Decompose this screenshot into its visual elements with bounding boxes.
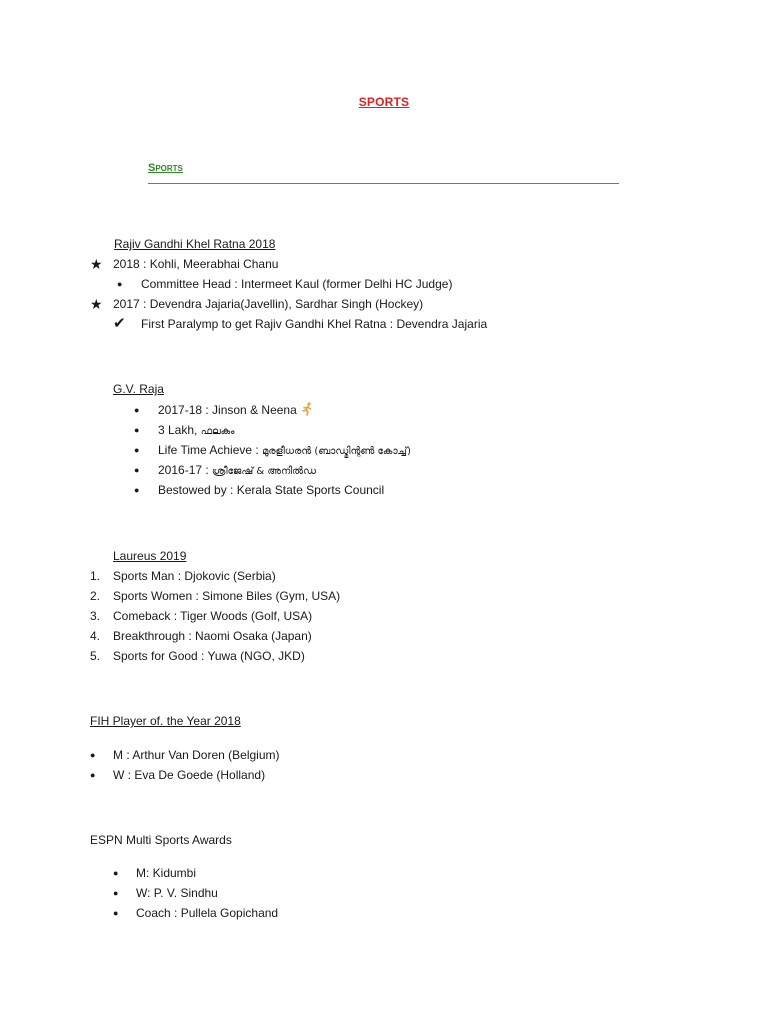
list-item [158, 462, 316, 480]
list-item: Sports Women : Simone Biles (Gym, USA) [113, 589, 341, 603]
list-item-text: Life Time Achieve : [158, 443, 263, 457]
laureus-heading [90, 548, 186, 564]
bullet-icon: ● [90, 770, 96, 780]
runner-icon [301, 402, 313, 416]
list-item-text: 2017-18 : Jinson & Neena [158, 403, 297, 417]
list-item: Breakthrough : Naomi Osaka (Japan) [113, 629, 312, 643]
checkmark-bullet-icon: ✔ [113, 315, 126, 332]
bullet-icon: ● [113, 908, 119, 918]
bullet-icon: ● [117, 279, 123, 289]
list-item-text: 3 Lakh, [158, 423, 201, 437]
list-item: W: P. V. Sindhu [136, 886, 218, 900]
espn-heading: ESPN Multi Sports Awards [90, 833, 232, 847]
list-item: M: Kidumbi [136, 866, 197, 880]
list-item: Sports Man : Djokovic (Serbia) [113, 569, 276, 583]
list-item: Bestowed by : Kerala State Sports Council [158, 483, 385, 497]
khel-ratna-heading-text: Rajiv Gandhi Khel Ratna 2018 [114, 237, 276, 251]
subheading-rule [148, 183, 619, 184]
list-number: 1. [90, 569, 101, 583]
page-title: SPORTS [358, 95, 410, 109]
bullet-icon: ● [134, 405, 140, 415]
laureus-heading-text: Laureus 2019 [113, 549, 187, 563]
list-item [158, 422, 234, 440]
bullet-icon: ● [90, 750, 96, 760]
list-item: Sports for Good : Yuwa (NGO, JKD) [113, 649, 305, 663]
fih-heading: FIH Player of. the Year 2018 [90, 714, 241, 728]
malayalam-text: ശ്രീജേഷ് & അനിൽഡ [212, 466, 317, 477]
section-subheading: Sports [148, 162, 183, 174]
star-bullet-icon: ★ [90, 296, 103, 312]
list-item: M : Arthur Van Doren (Belgium) [113, 748, 280, 762]
list-number: 5. [90, 649, 101, 663]
gv-raja-heading-text: G.V. Raja [113, 382, 164, 396]
list-item: Coach : Pullela Gopichand [136, 906, 279, 920]
bullet-icon: ● [113, 888, 119, 898]
list-item: 2017 : Devendra Jajaria(Javellin), Sardhar Singh (Hockey) [113, 297, 424, 311]
list-item: Comeback : Tiger Woods (Golf, USA) [113, 609, 313, 623]
khel-ratna-heading [90, 236, 275, 252]
list-item: W : Eva De Goede (Holland) [113, 768, 266, 782]
list-number: 2. [90, 589, 101, 603]
list-item: 2018 : Kohli, Meerabhai Chanu [113, 257, 279, 271]
bullet-icon: ● [134, 445, 140, 455]
gv-raja-heading [90, 381, 164, 397]
star-bullet-icon: ★ [90, 256, 103, 272]
malayalam-text: ഫലകം [200, 426, 235, 437]
bullet-icon: ● [134, 425, 140, 435]
list-item-text: 2016-17 : [158, 463, 213, 477]
list-item [158, 442, 411, 460]
list-item [158, 402, 313, 418]
list-item: Committee Head : Intermeet Kaul (former Delhi HC Judge) [141, 277, 453, 291]
list-item: First Paralymp to get Rajiv Gandhi Khel Ratna : Devendra Jajaria [141, 317, 488, 331]
list-number: 4. [90, 629, 101, 643]
bullet-icon: ● [113, 868, 119, 878]
list-number: 3. [90, 609, 101, 623]
bullet-icon: ● [134, 485, 140, 495]
malayalam-text: മുരളീധരൻ (ബാഡ്മിന്റൺ കോച്ച്) [262, 446, 411, 457]
bullet-icon: ● [134, 465, 140, 475]
